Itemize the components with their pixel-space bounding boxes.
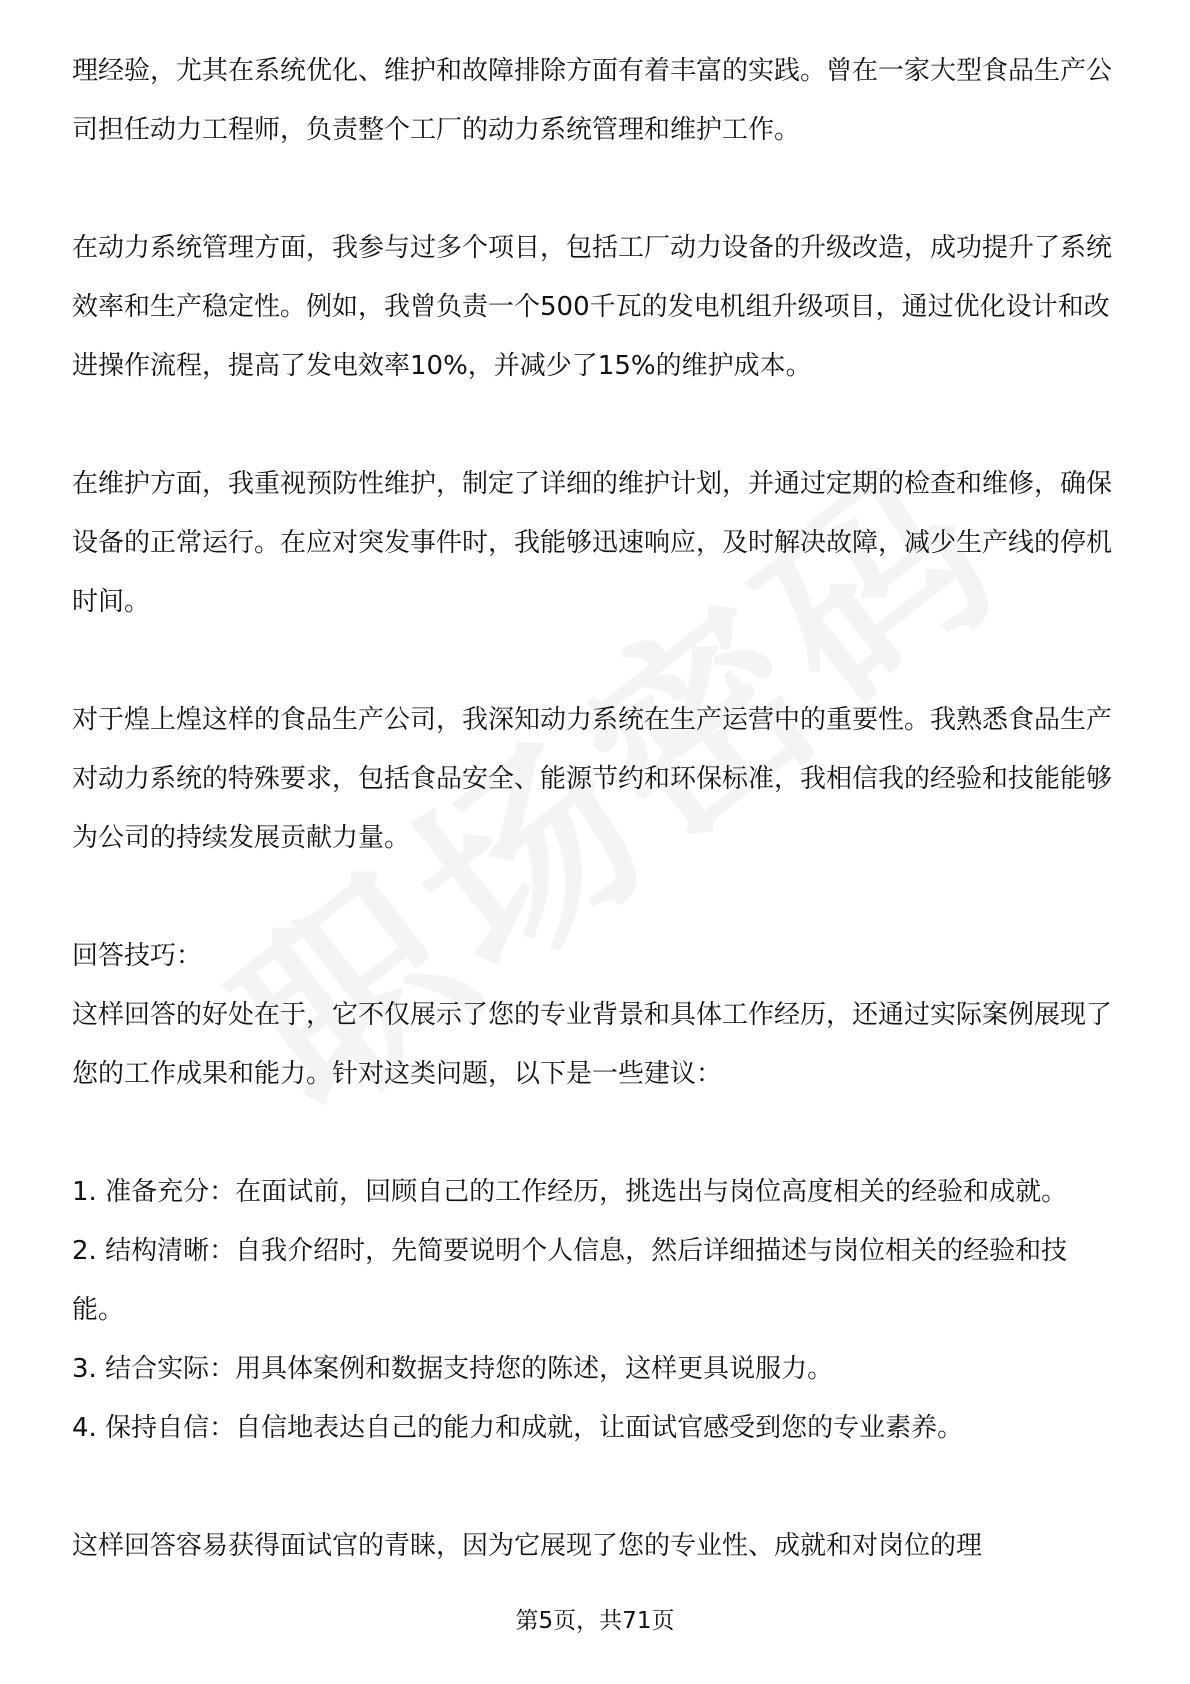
paragraph-maintenance: 在维护方面，我重视预防性维护，制定了详细的维护计划，并通过定期的检查和维修，确保设备的正常运行。在应对突发事件时，我能够迅速响应，及时解决故障，减少生产线的停机时间。	[72, 469, 1113, 617]
closing-paragraph: 这样回答容易获得面试官的青睐，因为它展现了您的专业性、成就和对岗位的理	[72, 1531, 983, 1561]
list-item: 3. 结合实际：用具体案例和数据支持您的陈述，这样更具说服力。	[72, 1354, 834, 1384]
tips-heading: 回答技巧：	[72, 941, 203, 971]
tips-list	[72, 1163, 1118, 1458]
list-item: 2. 结构清晰：自我介绍时，先简要说明个人信息，然后详细描述与岗位相关的经验和技能。	[72, 1236, 1068, 1325]
list-item: 4. 保持自信：自信地表达自己的能力和成就，让面试官感受到您的专业素养。	[72, 1413, 964, 1443]
paragraph-system-management: 在动力系统管理方面，我参与过多个项目，包括工厂动力设备的升级改造，成功提升了系统效率和生产稳定性。例如，我曾负责一个500千瓦的发电机组升级项目，通过优化设计和改进操作流程，提高了发电效率10%，并减少了15%的维护成本。	[72, 233, 1113, 381]
page-content	[72, 42, 1118, 1576]
page-number: 第5页，共71页	[515, 1608, 675, 1634]
paragraph-company-fit: 对于煌上煌这样的食品生产公司，我深知动力系统在生产运营中的重要性。我熟悉食品生产对动力系统的特殊要求，包括食品安全、能源节约和环保标准，我相信我的经验和技能能够为公司的持续发展贡献力量。	[72, 705, 1113, 853]
paragraph-experience: 理经验，尤其在系统优化、维护和故障排除方面有着丰富的实践。曾在一家大型食品生产公司担任动力工程师，负责整个工厂的动力系统管理和维护工作。	[72, 56, 1113, 145]
tips-intro: 这样回答的好处在于，它不仅展示了您的专业背景和具体工作经历，还通过实际案例展现了您的工作成果和能力。针对这类问题，以下是一些建议：	[72, 1000, 1113, 1089]
list-item: 1. 准备充分：在面试前，回顾自己的工作经历，挑选出与岗位高度相关的经验和成就。	[72, 1177, 1068, 1207]
